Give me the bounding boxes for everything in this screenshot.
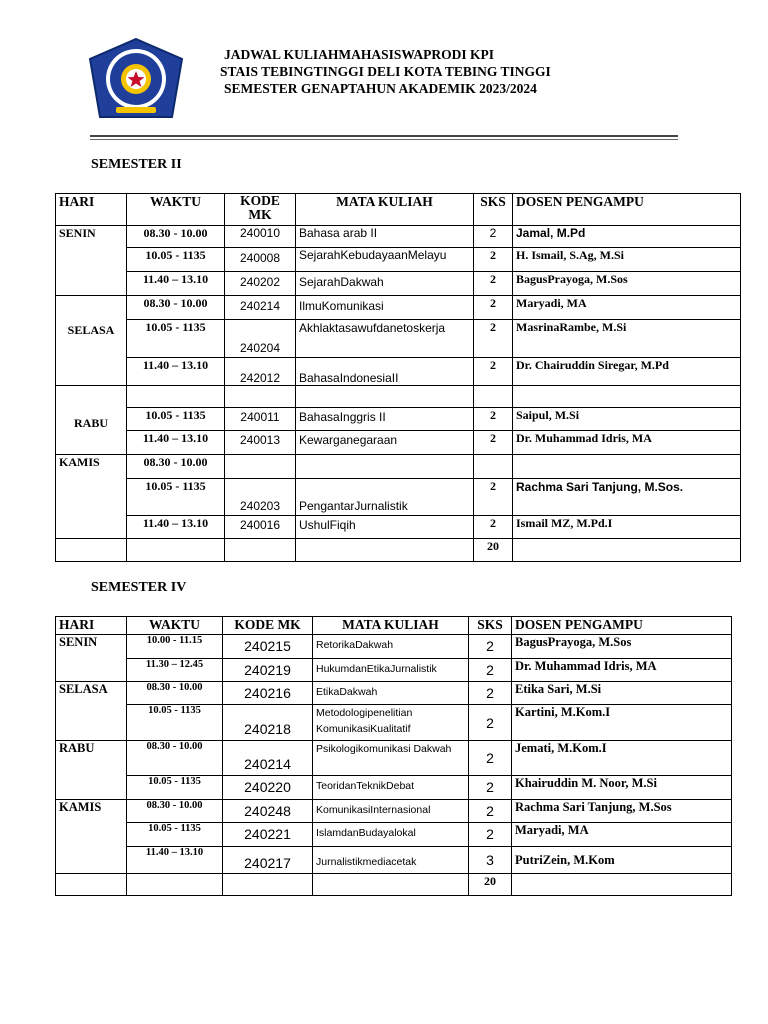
cell-mata-kuliah: Psikologikomunikasi Dakwah <box>313 741 469 776</box>
cell-sks: 2 <box>474 431 513 455</box>
college-seal-logo <box>86 37 186 121</box>
cell-dosen: H. Ismail, S.Ag, M.Si <box>513 248 741 272</box>
col-sks: SKS <box>469 617 512 635</box>
day-selasa: SELASA <box>56 296 127 386</box>
table-row <box>56 741 732 776</box>
cell-dosen: Dr. Muhammad Idris, MA <box>512 659 732 682</box>
cell-kode: 240219 <box>223 659 313 682</box>
cell-mata-kuliah: EtikaDakwah <box>313 682 469 705</box>
table-header-row <box>56 194 741 226</box>
cell-kode: 240010 <box>225 226 296 248</box>
total-sks: 20 <box>469 874 512 896</box>
table-row <box>56 272 741 296</box>
table-row <box>56 408 741 431</box>
cell-kode: 240248 <box>223 800 313 823</box>
table-row <box>56 431 741 455</box>
cell-sks: 2 <box>469 705 512 741</box>
cell-kode: 240214 <box>223 741 313 776</box>
cell-waktu: 10.00 - 11.15 <box>127 635 223 659</box>
cell-kode: 240217 <box>223 847 313 874</box>
col-mata-kuliah: MATA KULIAH <box>296 194 474 226</box>
cell-kode: 240008 <box>225 248 296 272</box>
semester-2-table <box>55 193 741 562</box>
cell-dosen: Dr. Muhammad Idris, MA <box>513 431 741 455</box>
header-line-3: SEMESTER GENAPTAHUN AKADEMIK 2023/2024 <box>224 81 537 96</box>
cell-waktu: 10.05 - 1135 <box>127 320 225 358</box>
cell-mata-kuliah: IlmuKomunikasi <box>296 296 474 320</box>
cell-sks: 2 <box>469 800 512 823</box>
cell-kode: 242012 <box>225 358 296 386</box>
cell-mata-kuliah: UshulFiqih <box>296 516 474 539</box>
cell-dosen: Rachma Sari Tanjung, M.Sos <box>512 800 732 823</box>
cell-waktu: 08.30 - 10.00 <box>127 226 225 248</box>
table-row <box>56 455 741 479</box>
cell-sks: 2 <box>474 358 513 386</box>
cell-mata-kuliah: RetorikaDakwah <box>313 635 469 659</box>
table-row <box>56 516 741 539</box>
day-senin: SENIN <box>56 226 127 296</box>
cell-mata-kuliah: IslamdanBudayalokal <box>313 823 469 847</box>
cell-dosen: Ismail MZ, M.Pd.I <box>513 516 741 539</box>
cell-kode: 240220 <box>223 776 313 800</box>
header-divider-thin <box>90 139 678 140</box>
semester-2-title: SEMESTER II <box>91 157 182 172</box>
cell-mata-kuliah: HukumdanEtikaJurnalistik <box>313 659 469 682</box>
header-line-1: JADWAL KULIAHMAHASISWAPRODI KPI <box>224 47 495 62</box>
day-kamis: KAMIS <box>56 455 127 539</box>
col-hari: HARI <box>56 617 127 635</box>
day-selasa: SELASA <box>56 682 127 741</box>
cell-waktu: 11.40 – 13.10 <box>127 431 225 455</box>
cell-waktu: 10.05 - 1135 <box>127 248 225 272</box>
table-row <box>56 682 732 705</box>
cell-dosen: Khairuddin M. Noor, M.Si <box>512 776 732 800</box>
col-waktu: WAKTU <box>127 194 225 226</box>
cell-waktu: 11.30 – 12.45 <box>127 659 223 682</box>
table-row <box>56 705 732 741</box>
day-senin: SENIN <box>56 635 127 682</box>
cell-mata-kuliah: Metodologipenelitian KomunikasiKualitatif <box>313 705 469 741</box>
cell-dosen: PutriZein, M.Kom <box>512 847 732 874</box>
cell-kode: 240215 <box>223 635 313 659</box>
cell-mata-kuliah: TeoridanTeknikDebat <box>313 776 469 800</box>
cell-sks: 2 <box>469 776 512 800</box>
table-row <box>56 776 732 800</box>
day-kamis: KAMIS <box>56 800 127 874</box>
cell-dosen: BagusPrayoga, M.Sos <box>512 635 732 659</box>
cell-sks: 2 <box>474 226 513 248</box>
header-divider <box>90 135 678 137</box>
cell-sks: 2 <box>469 635 512 659</box>
col-waktu: WAKTU <box>127 617 223 635</box>
cell-sks: 2 <box>474 516 513 539</box>
cell-dosen: Maryadi, MA <box>512 823 732 847</box>
cell-kode: 240221 <box>223 823 313 847</box>
cell-waktu: 11.40 – 13.10 <box>127 847 223 874</box>
cell-dosen: Maryadi, MA <box>513 296 741 320</box>
table-row <box>56 659 732 682</box>
table-row <box>56 635 732 659</box>
cell-dosen: Kartini, M.Kom.I <box>512 705 732 741</box>
cell-dosen: Jamal, M.Pd <box>513 226 741 248</box>
cell-dosen: Etika Sari, M.Si <box>512 682 732 705</box>
day-rabu: RABU <box>56 386 127 455</box>
cell-mata-kuliah: BahasaInggris II <box>296 408 474 431</box>
cell-waktu: 10.05 - 1135 <box>127 705 223 741</box>
table-row <box>56 296 741 320</box>
document-header <box>208 46 608 97</box>
cell-sks: 2 <box>469 741 512 776</box>
day-rabu: RABU <box>56 741 127 800</box>
cell-dosen: Saipul, M.Si <box>513 408 741 431</box>
table-row-empty <box>56 386 741 408</box>
table-row <box>56 847 732 874</box>
table-row <box>56 226 741 248</box>
table-total-row <box>56 874 732 896</box>
semester-4-table <box>55 616 732 896</box>
cell-waktu: 11.40 – 13.10 <box>127 358 225 386</box>
header-line-2: STAIS TEBINGTINGGI DELI KOTA TEBING TINGGI <box>220 64 551 79</box>
cell-dosen: Dr. Chairuddin Siregar, M.Pd <box>513 358 741 386</box>
cell-waktu: 10.05 - 1135 <box>127 479 225 516</box>
cell-waktu: 10.05 - 1135 <box>127 408 225 431</box>
col-mata-kuliah: MATA KULIAH <box>313 617 469 635</box>
cell-waktu: 08.30 - 10.00 <box>127 741 223 776</box>
cell-mata-kuliah: Akhlaktasawufdanetoskerja <box>296 320 474 358</box>
cell-dosen: Jemati, M.Kom.I <box>512 741 732 776</box>
cell-kode: 240202 <box>225 272 296 296</box>
semester-4-title: SEMESTER IV <box>91 580 187 595</box>
table-total-row <box>56 539 741 562</box>
table-row <box>56 800 732 823</box>
cell-dosen: Rachma Sari Tanjung, M.Sos. <box>513 479 741 516</box>
table-row <box>56 823 732 847</box>
col-kode: KODE MK <box>223 617 313 635</box>
col-dosen: DOSEN PENGAMPU <box>513 194 741 226</box>
cell-kode: 240016 <box>225 516 296 539</box>
cell-sks: 2 <box>474 296 513 320</box>
cell-kode: 240216 <box>223 682 313 705</box>
cell-waktu: 08.30 - 10.00 <box>127 682 223 705</box>
cell-kode: 240204 <box>225 320 296 358</box>
cell-waktu: 10.05 - 1135 <box>127 776 223 800</box>
cell-waktu: 10.05 - 1135 <box>127 823 223 847</box>
col-kode: KODE MK <box>225 194 296 226</box>
table-row <box>56 479 741 516</box>
cell-sks: 2 <box>474 272 513 296</box>
cell-dosen: MasrinaRambe, M.Si <box>513 320 741 358</box>
cell-waktu: 11.40 – 13.10 <box>127 272 225 296</box>
cell-waktu: 08.30 - 10.00 <box>127 800 223 823</box>
cell-mata-kuliah: SejarahKebudayaanMelayu <box>296 248 474 272</box>
cell-mata-kuliah: Bahasa arab II <box>296 226 474 248</box>
col-sks: SKS <box>474 194 513 226</box>
table-row <box>56 358 741 386</box>
cell-mata-kuliah: KomunikasiInternasional <box>313 800 469 823</box>
cell-kode: 240011 <box>225 408 296 431</box>
cell-mata-kuliah: BahasaIndonesiaII <box>296 358 474 386</box>
cell-kode: 240218 <box>223 705 313 741</box>
cell-mata-kuliah: Jurnalistikmediacetak <box>313 847 469 874</box>
cell-mata-kuliah: Kewarganegaraan <box>296 431 474 455</box>
cell-sks: 3 <box>469 847 512 874</box>
cell-sks: 2 <box>474 408 513 431</box>
cell-kode: 240214 <box>225 296 296 320</box>
cell-dosen: BagusPrayoga, M.Sos <box>513 272 741 296</box>
cell-sks: 2 <box>469 682 512 705</box>
cell-kode: 240013 <box>225 431 296 455</box>
cell-kode: 240203 <box>225 479 296 516</box>
table-header-row <box>56 617 732 635</box>
cell-sks: 2 <box>469 823 512 847</box>
table-row <box>56 248 741 272</box>
col-hari: HARI <box>56 194 127 226</box>
cell-mata-kuliah: SejarahDakwah <box>296 272 474 296</box>
cell-sks: 2 <box>474 479 513 516</box>
cell-waktu: 08.30 - 10.00 <box>127 455 225 479</box>
cell-waktu: 11.40 – 13.10 <box>127 516 225 539</box>
col-dosen: DOSEN PENGAMPU <box>512 617 732 635</box>
total-sks: 20 <box>474 539 513 562</box>
cell-mata-kuliah: PengantarJurnalistik <box>296 479 474 516</box>
cell-sks: 2 <box>469 659 512 682</box>
table-row <box>56 320 741 358</box>
cell-sks: 2 <box>474 320 513 358</box>
cell-sks: 2 <box>474 248 513 272</box>
cell-waktu: 08.30 - 10.00 <box>127 296 225 320</box>
